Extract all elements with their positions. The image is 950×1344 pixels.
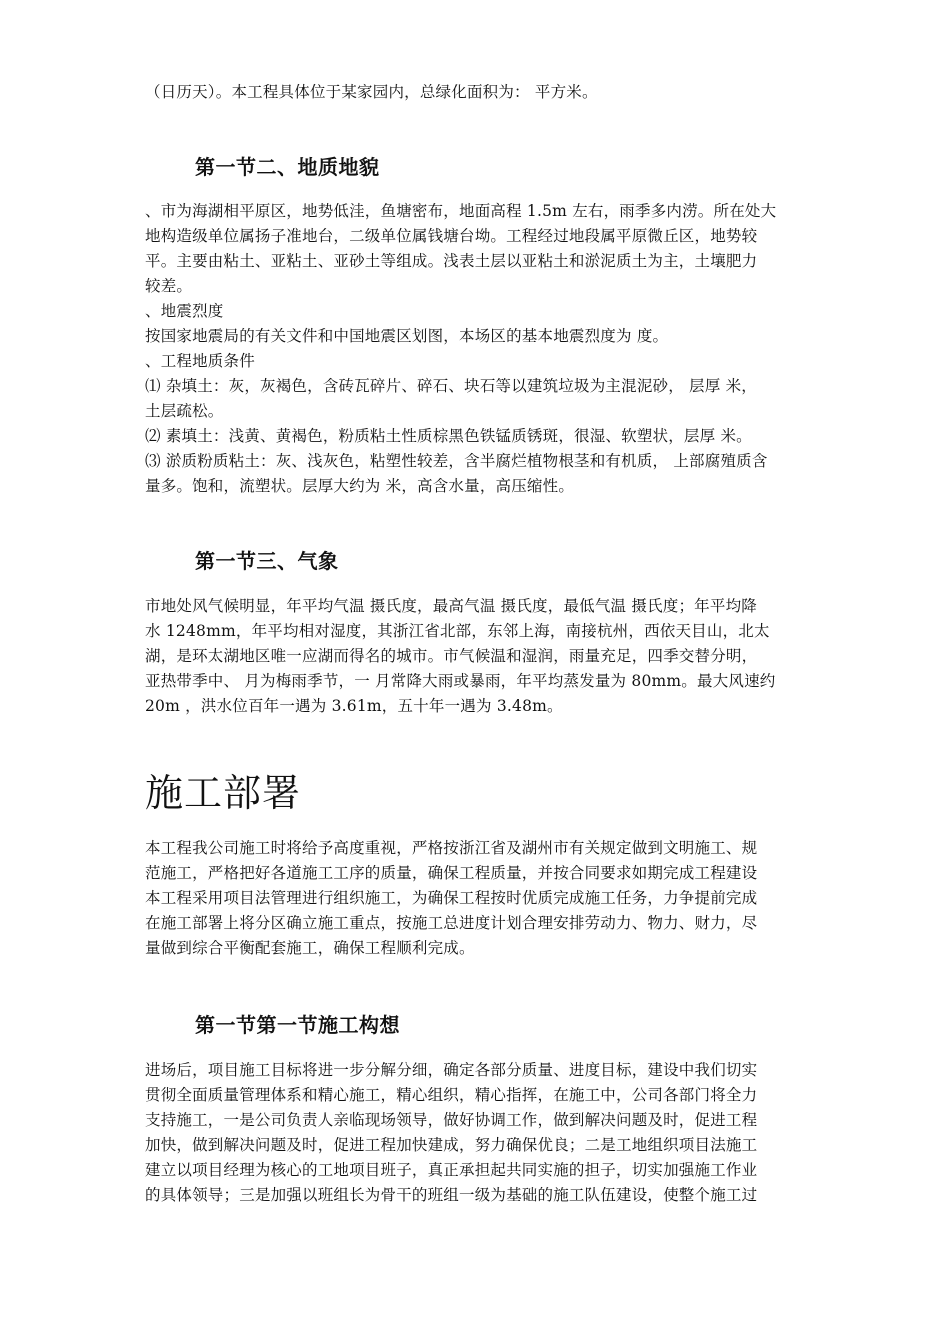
paragraph-line: 、地震烈度: [145, 302, 224, 320]
paragraph-line: ⑴ 杂填土：灰，灰褐色，含砖瓦碎片、碎石、块石等以建筑垃圾为主混泥砂， 层厚 米，: [145, 377, 757, 395]
intro-line: （日历天）。本工程具体位于某家园内，总绿化面积为： 平方米。: [145, 83, 598, 101]
paragraph-line: 湖，是环太湖地区唯一应湖而得名的城市。市气候温和湿润，雨量充足，四季交替分明，: [145, 647, 758, 665]
paragraph-line: 贯彻全面质量管理体系和精心施工，精心组织，精心指挥，在施工中，公司各部门将全力: [145, 1086, 758, 1104]
section-heading-climate: 第一节三、气象: [195, 549, 339, 573]
paragraph-line: 建立以项目经理为核心的工地项目班子，真正承担起共同实施的担子，切实加强施工作业: [145, 1161, 758, 1179]
paragraph-line: 20m ，洪水位百年一遇为 3.61m，五十年一遇为 3.48m。: [145, 697, 563, 715]
section-heading-concept: 第一节第一节施工构想: [195, 1013, 400, 1037]
paragraph-line: 水 1248mm，年平均相对湿度，其浙江省北部，东邻上海，南接杭州，西依天目山，北太: [145, 622, 770, 640]
paragraph-line: 加快，做到解决问题及时，促进工程加快建成，努力确保优良；二是工地组织项目法施工: [145, 1136, 758, 1154]
paragraph-line: 本工程我公司施工时将给予高度重视，严格按浙江省及湖州市有关规定做到文明施工、规: [145, 839, 758, 857]
paragraph-line: 平。主要由粘土、亚粘土、亚砂土等组成。浅表土层以亚粘土和淤泥质土为主，土壤肥力: [145, 252, 758, 270]
paragraph-line: 按国家地震局的有关文件和中国地震区划图，本场区的基本地震烈度为 度。: [145, 327, 669, 345]
paragraph-line: 较差。: [145, 277, 193, 295]
paragraph-line: 市地处风气候明显，年平均气温 摄氏度，最高气温 摄氏度，最低气温 摄氏度；年平均降: [145, 597, 757, 615]
paragraph-line: 量多。饱和，流塑状。层厚大约为 米，高含水量，高压缩性。: [145, 477, 575, 495]
paragraph-line: 量做到综合平衡配套施工，确保工程顺利完成。: [145, 939, 475, 957]
paragraph-line: 、市为海湖相平原区，地势低洼，鱼塘密布，地面高程 1.5m 左右，雨季多内涝。所在处大: [145, 202, 777, 220]
paragraph-line: ⑵ 素填土：浅黄、黄褐色，粉质粘土性质棕黑色铁锰质锈斑，很湿、软塑状，层厚 米。: [145, 427, 752, 445]
paragraph-line: 本工程采用项目法管理进行组织施工，为确保工程按时优质完成施工任务，力争提前完成: [145, 889, 758, 907]
paragraph-line: 、工程地质条件: [145, 352, 255, 370]
paragraph-line: 亚热带季中、 月为梅雨季节，一 月常降大雨或暴雨，年平均蒸发量为 80mm。最大风速约: [145, 672, 776, 690]
paragraph-line: 范施工，严格把好各道施工工序的质量，确保工程质量，并按合同要求如期完成工程建设: [145, 864, 758, 882]
section-heading-geology: 第一节二、地质地貌: [195, 155, 380, 179]
paragraph-line: ⑶ 淤质粉质粘土：灰、浅灰色，粘塑性较差，含半腐烂植物根茎和有机质， 上部腐殖质含: [145, 452, 768, 470]
paragraph-line: 在施工部署上将分区确立施工重点，按施工总进度计划合理安排劳动力、物力、财力，尽: [145, 914, 758, 932]
paragraph-line: 土层疏松。: [145, 402, 224, 420]
paragraph-line: 的具体领导；三是加强以班组长为骨干的班组一级为基础的施工队伍建设，使整个施工过: [145, 1186, 758, 1204]
chapter-heading: 施工部署: [145, 771, 302, 815]
paragraph-line: 地构造级单位属扬子准地台，二级单位属钱塘台坳。工程经过地段属平原微丘区，地势较: [145, 227, 758, 245]
paragraph-line: 支持施工，一是公司负责人亲临现场领导，做好协调工作，做到解决问题及时，促进工程: [145, 1111, 758, 1129]
paragraph-line: 进场后，项目施工目标将进一步分解分细，确定各部分质量、进度目标，建设中我们切实: [145, 1061, 758, 1079]
